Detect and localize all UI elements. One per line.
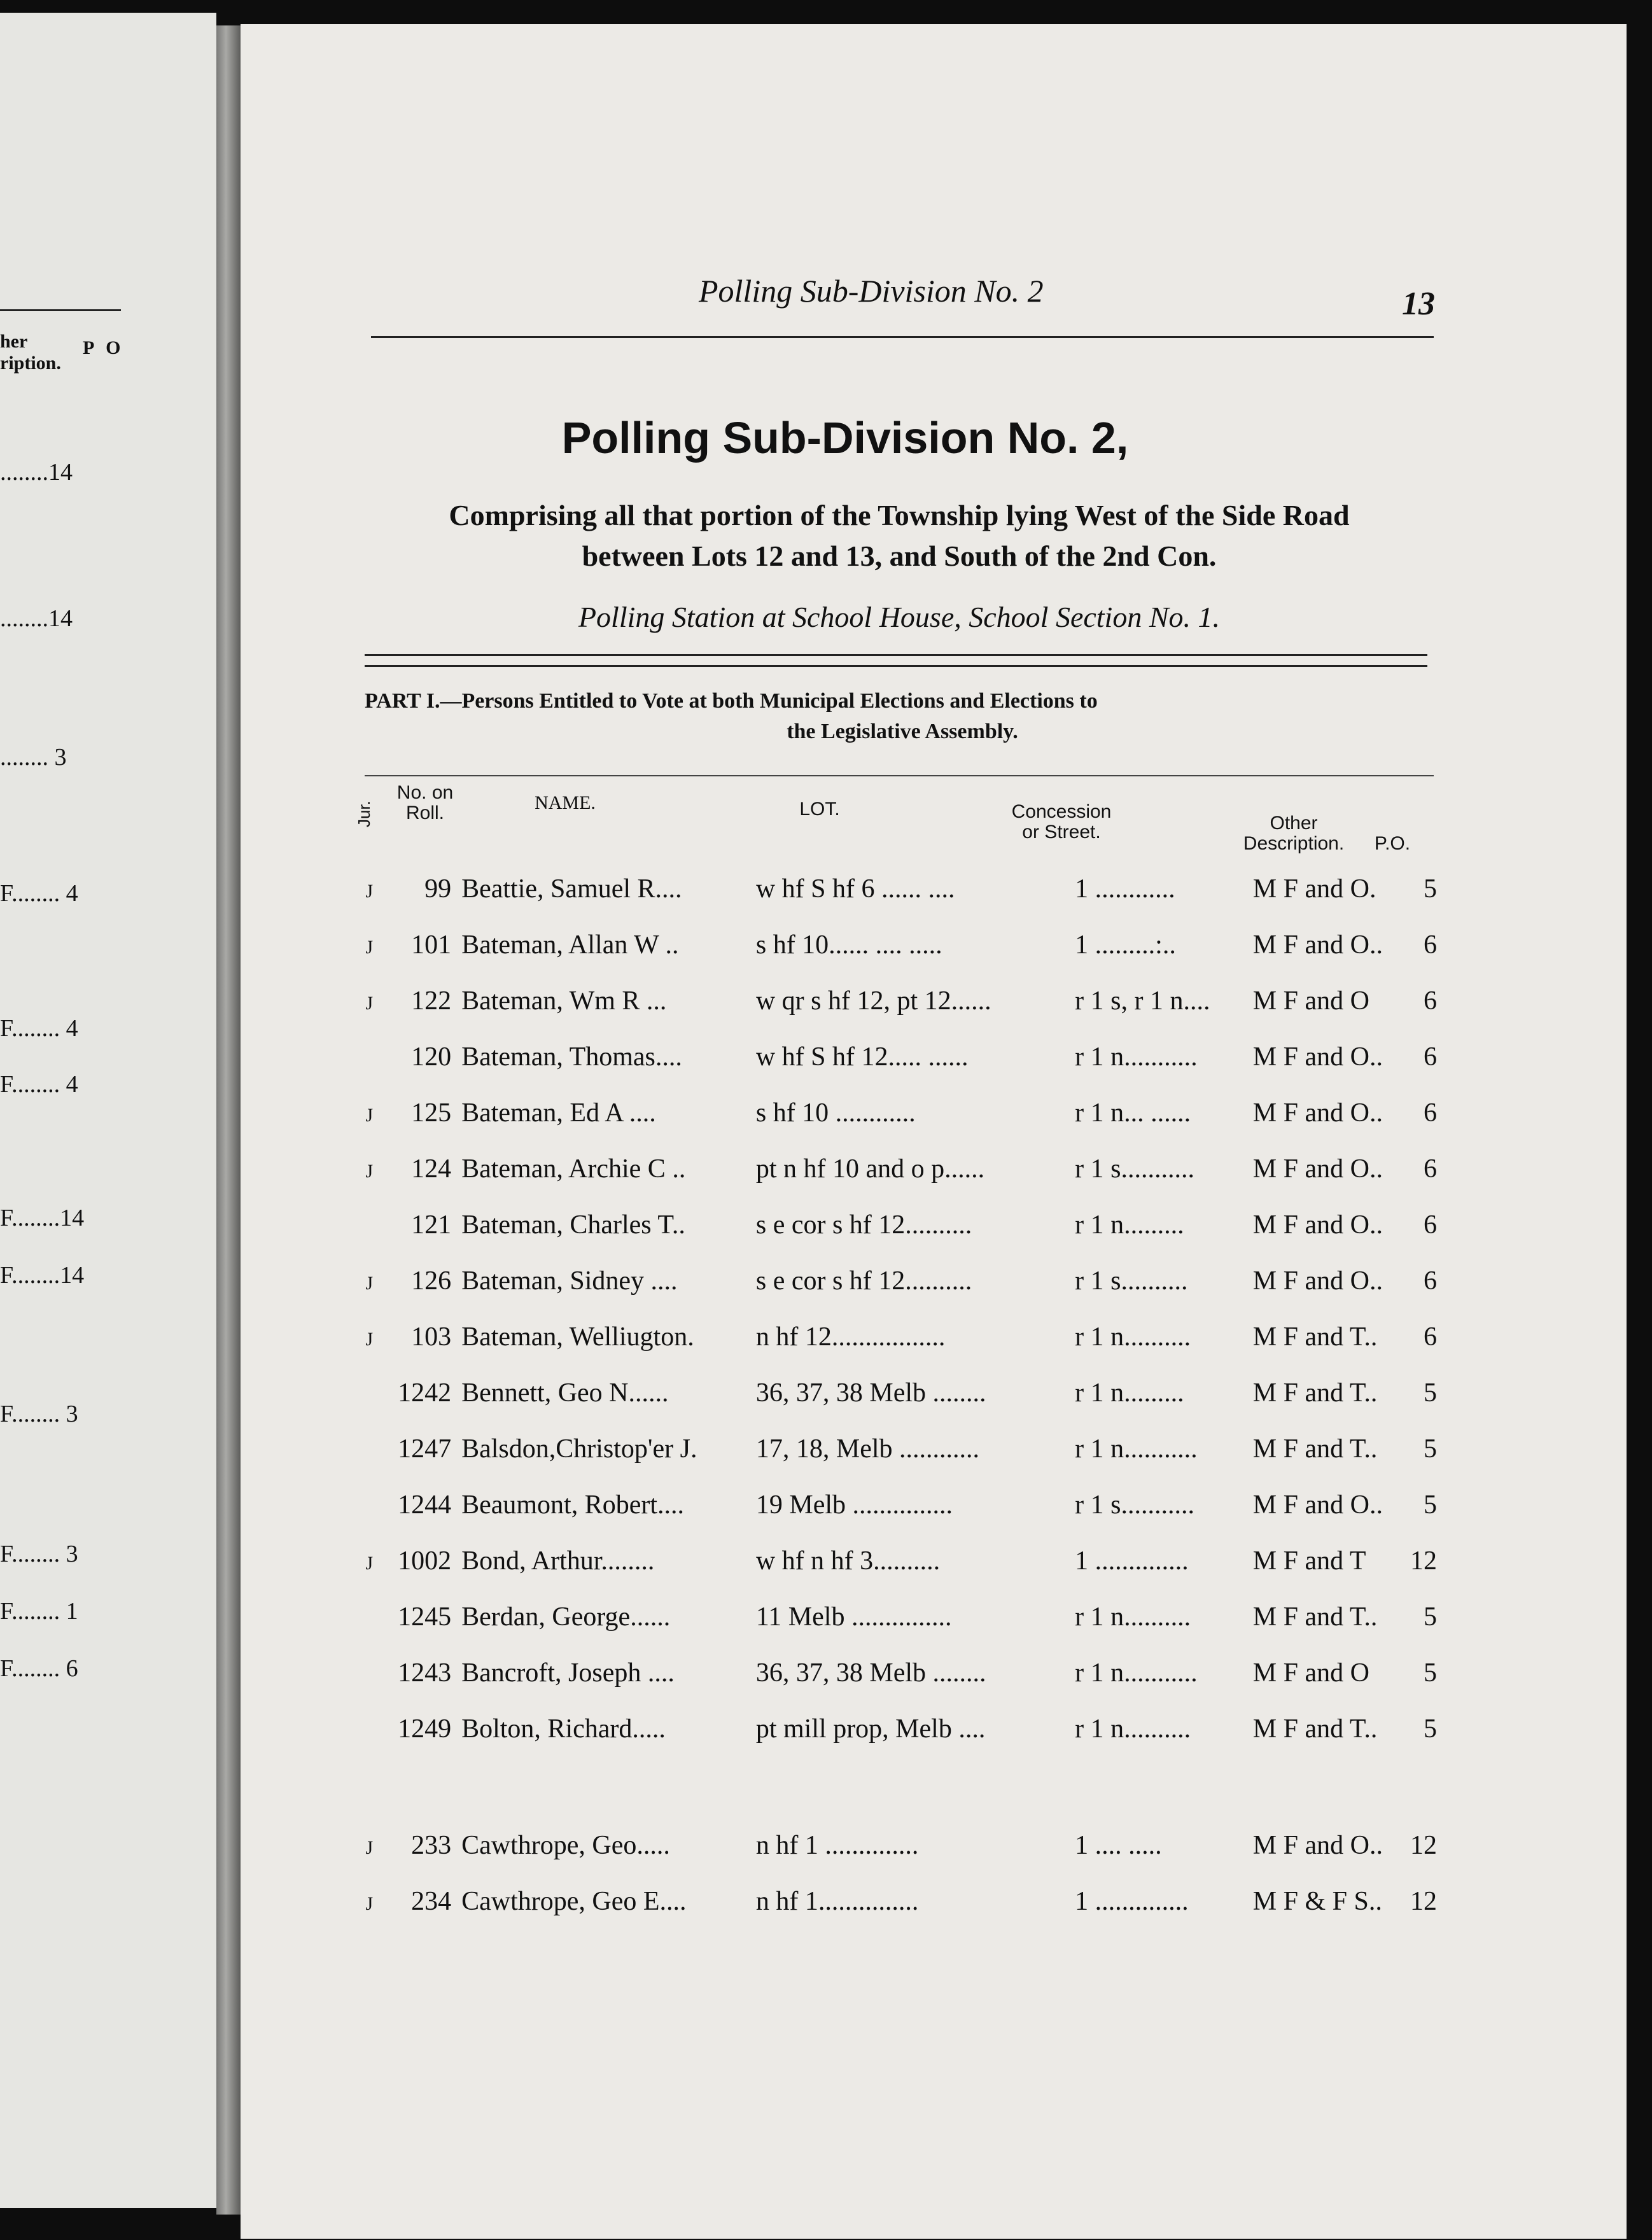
table-row xyxy=(342,1434,1437,1490)
cell-con: r 1 s........... xyxy=(1075,1154,1195,1184)
cell-roll: 1249 xyxy=(398,1714,452,1744)
cell-name: Beaumont, Robert.... xyxy=(461,1490,685,1520)
cell-roll: 126 xyxy=(411,1266,452,1296)
cell-po: 6 xyxy=(1424,1322,1437,1352)
cell-jur: J xyxy=(365,1161,374,1182)
left-entry: F........ 4 xyxy=(0,1071,78,1098)
cell-name: Bateman, Archie C .. xyxy=(461,1154,686,1184)
cell-jur: J xyxy=(365,881,374,902)
cell-po: 5 xyxy=(1424,1714,1437,1744)
cell-name: Bennett, Geo N...... xyxy=(461,1378,669,1408)
cell-po: 5 xyxy=(1424,1434,1437,1464)
cell-name: Bond, Arthur........ xyxy=(461,1546,655,1576)
cell-desc: M F and O.. xyxy=(1252,1042,1383,1072)
cell-name: Bancroft, Joseph .... xyxy=(461,1658,675,1688)
left-entry: F........14 xyxy=(0,1205,85,1231)
cell-po: 6 xyxy=(1424,1042,1437,1072)
cell-desc: M F and O.. xyxy=(1252,930,1383,960)
cell-name: Bolton, Richard..... xyxy=(461,1714,666,1744)
book-gutter xyxy=(216,25,241,2215)
left-header-line: her xyxy=(0,331,28,352)
cell-con: 1 .........:.. xyxy=(1075,930,1176,960)
cell-jur: J xyxy=(365,937,374,958)
left-entry: ........ 3 xyxy=(0,744,67,771)
cell-lot: s hf 10 ............ xyxy=(755,1098,916,1128)
right-page xyxy=(241,24,1627,2239)
cell-con: 1 .............. xyxy=(1075,1887,1189,1916)
double-rule xyxy=(365,654,1427,667)
col-header-po: P.O. xyxy=(1374,833,1411,854)
cell-desc: M F and T.. xyxy=(1252,1714,1378,1744)
cell-roll: 121 xyxy=(411,1210,452,1240)
cell-con: r 1 n.......... xyxy=(1075,1714,1191,1744)
col-header-description-line: Other xyxy=(1270,813,1318,834)
table-row xyxy=(342,874,1437,930)
cell-po: 5 xyxy=(1424,1378,1437,1408)
cell-desc: M F and T.. xyxy=(1252,1434,1378,1464)
cell-jur: J xyxy=(365,1553,374,1574)
cell-desc: M F and O.. xyxy=(1252,1831,1383,1860)
col-header-lot: LOT. xyxy=(799,799,840,820)
cell-roll: 124 xyxy=(411,1154,452,1184)
cell-roll: 101 xyxy=(411,930,452,960)
column-header-rule xyxy=(365,775,1434,776)
col-header-concession xyxy=(998,802,1125,843)
table-row xyxy=(342,1830,1437,1886)
left-entry: F........ 1 xyxy=(0,1598,78,1625)
cell-name: Bateman, Sidney .... xyxy=(461,1266,678,1296)
table-row xyxy=(342,1490,1437,1546)
cell-lot: 36, 37, 38 Melb ........ xyxy=(755,1378,986,1408)
left-header-line: ription. xyxy=(0,353,61,374)
table-row xyxy=(342,1154,1437,1210)
cell-name: Bateman, Charles T.. xyxy=(461,1210,685,1240)
cell-desc: M F and O.. xyxy=(1252,1490,1383,1520)
cell-roll: 1247 xyxy=(398,1434,452,1464)
cell-con: r 1 s.......... xyxy=(1075,1266,1188,1296)
cell-name: Cawthrope, Geo..... xyxy=(461,1831,670,1860)
polling-station: Polling Station at School House, School Section No. 1. xyxy=(578,601,1221,633)
cell-po: 5 xyxy=(1424,874,1437,904)
left-header-po: P O xyxy=(83,337,125,358)
cell-roll: 1002 xyxy=(398,1546,452,1576)
cell-desc: M F & F S.. xyxy=(1252,1887,1382,1916)
cell-lot: w hf S hf 12..... ...... xyxy=(755,1042,969,1072)
cell-name: Bateman, Wm R ... xyxy=(461,986,667,1016)
cell-con: r 1 n... ...... xyxy=(1075,1098,1191,1128)
cell-name: Beattie, Samuel R.... xyxy=(461,874,682,904)
col-header-concession-line: Concession xyxy=(1011,801,1112,822)
cell-roll: 120 xyxy=(411,1042,452,1072)
cell-con: 1 ............ xyxy=(1075,874,1175,904)
cell-po: 6 xyxy=(1424,1210,1437,1240)
col-header-roll-line: Roll. xyxy=(405,802,444,823)
cell-lot: 11 Melb ............... xyxy=(755,1602,952,1632)
cell-po: 6 xyxy=(1424,1154,1437,1184)
cell-name: Balsdon,Christop'er J. xyxy=(461,1434,697,1464)
cell-po: 12 xyxy=(1410,1887,1437,1916)
cell-jur: J xyxy=(365,1105,374,1126)
table-row xyxy=(342,1266,1437,1322)
left-entry: F........ 4 xyxy=(0,880,78,907)
cell-con: r 1 n.......... xyxy=(1075,1322,1191,1352)
cell-po: 12 xyxy=(1410,1831,1437,1860)
cell-desc: M F and O.. xyxy=(1252,1154,1383,1184)
left-entry: ........14 xyxy=(0,605,73,632)
cell-po: 12 xyxy=(1410,1546,1437,1576)
left-entry: ........14 xyxy=(0,459,73,486)
left-page-header-rule xyxy=(0,309,121,311)
running-title: Polling Sub-Division No. 2 xyxy=(699,273,1044,309)
page-number: 13 xyxy=(1402,286,1435,322)
cell-roll: 234 xyxy=(411,1887,452,1916)
cell-lot: s e cor s hf 12.......... xyxy=(755,1210,972,1240)
voter-table xyxy=(342,874,1437,1942)
cell-con: 1 .............. xyxy=(1075,1546,1189,1576)
cell-po: 5 xyxy=(1424,1490,1437,1520)
cell-roll: 1242 xyxy=(398,1378,452,1408)
cell-po: 5 xyxy=(1424,1602,1437,1632)
col-header-jur: Jur. xyxy=(354,801,374,827)
col-header-name: NAME. xyxy=(535,792,596,813)
subtitle-line-1: Comprising all that portion of the Township lying West of the Side Road xyxy=(449,499,1350,531)
col-header-roll-line: No. on xyxy=(396,782,454,803)
table-row xyxy=(342,1210,1437,1266)
left-facing-page xyxy=(0,13,216,2208)
cell-jur: J xyxy=(365,1893,374,1914)
cell-roll: 1245 xyxy=(398,1602,452,1632)
cell-lot: 17, 18, Melb ............ xyxy=(755,1434,979,1464)
cell-desc: M F and T.. xyxy=(1252,1602,1378,1632)
col-header-concession-line: or Street. xyxy=(1022,822,1101,843)
cell-con: r 1 n........... xyxy=(1075,1658,1198,1688)
cell-po: 6 xyxy=(1424,1266,1437,1296)
cell-con: 1 .... ..... xyxy=(1075,1831,1162,1860)
cell-name: Bateman, Thomas.... xyxy=(461,1042,682,1072)
cell-desc: M F and T.. xyxy=(1252,1378,1378,1408)
left-entry: F........ 6 xyxy=(0,1655,78,1682)
part-heading-line-2: the Legislative Assembly. xyxy=(787,720,1018,743)
cell-roll: 1244 xyxy=(398,1490,452,1520)
cell-jur: J xyxy=(365,1273,374,1294)
table-row xyxy=(342,1042,1437,1098)
cell-lot: pt mill prop, Melb .... xyxy=(755,1714,986,1744)
table-row xyxy=(342,1322,1437,1378)
cell-lot: w hf n hf 3.......... xyxy=(755,1546,941,1576)
cell-name: Bateman, Ed A .... xyxy=(461,1098,656,1128)
cell-jur: J xyxy=(365,1837,374,1858)
cell-con: r 1 n.......... xyxy=(1075,1602,1191,1632)
cell-name: Cawthrope, Geo E.... xyxy=(461,1887,687,1916)
cell-name: Bateman, Welliugton. xyxy=(461,1322,694,1352)
table-row xyxy=(342,1098,1437,1154)
table-row xyxy=(342,986,1437,1042)
cell-lot: w qr s hf 12, pt 12...... xyxy=(755,986,991,1016)
cell-name: Berdan, George...... xyxy=(461,1602,671,1632)
subtitle-line-2: between Lots 12 and 13, and South of the 2nd Con. xyxy=(582,540,1217,572)
cell-jur: J xyxy=(365,1329,374,1350)
cell-desc: M F and T.. xyxy=(1252,1322,1378,1352)
cell-con: r 1 n......... xyxy=(1075,1378,1184,1408)
cell-lot: s hf 10...... .... ..... xyxy=(755,930,942,960)
cell-roll: 99 xyxy=(424,874,452,904)
cell-lot: s e cor s hf 12.......... xyxy=(755,1266,972,1296)
cell-lot: w hf S hf 6 ...... .... xyxy=(755,874,955,904)
cell-lot: n hf 1 .............. xyxy=(755,1831,919,1860)
cell-roll: 125 xyxy=(411,1098,452,1128)
table-row xyxy=(342,1886,1437,1942)
cell-con: r 1 s, r 1 n.... xyxy=(1075,986,1210,1016)
cell-name: Bateman, Allan W .. xyxy=(461,930,679,960)
cell-lot: pt n hf 10 and o p...... xyxy=(755,1154,985,1184)
cell-desc: M F and O xyxy=(1252,1658,1369,1688)
cell-desc: M F and O xyxy=(1252,986,1369,1016)
cell-lot: 36, 37, 38 Melb ........ xyxy=(755,1658,986,1688)
cell-desc: M F and O.. xyxy=(1252,1098,1383,1128)
part-heading xyxy=(365,686,1440,747)
cell-po: 6 xyxy=(1424,986,1437,1016)
cell-jur: J xyxy=(365,993,374,1014)
col-header-description xyxy=(1230,813,1357,854)
cell-desc: M F and O.. xyxy=(1252,1210,1383,1240)
table-row xyxy=(342,1658,1437,1714)
cell-con: r 1 s........... xyxy=(1075,1490,1195,1520)
header-rule xyxy=(371,336,1434,338)
left-entry: F........ 3 xyxy=(0,1401,78,1427)
cell-desc: M F and O.. xyxy=(1252,1266,1383,1296)
page-title: Polling Sub-Division No. 2, xyxy=(561,413,1129,463)
table-row xyxy=(342,1546,1437,1602)
cell-po: 6 xyxy=(1424,930,1437,960)
cell-roll: 103 xyxy=(411,1322,452,1352)
table-row xyxy=(342,1602,1437,1658)
part-heading-line-1: PART I.—Persons Entitled to Vote at both Municipal Elections and Elections to xyxy=(365,689,1098,713)
col-header-description-line: Description. xyxy=(1243,833,1345,854)
cell-roll: 122 xyxy=(411,986,452,1016)
cell-desc: M F and O. xyxy=(1252,874,1376,904)
cell-lot: n hf 1............... xyxy=(755,1887,919,1916)
left-entry: F........ 4 xyxy=(0,1015,78,1042)
left-page-header xyxy=(0,331,61,374)
cell-con: r 1 n......... xyxy=(1075,1210,1184,1240)
cell-po: 5 xyxy=(1424,1658,1437,1688)
cell-con: r 1 n........... xyxy=(1075,1434,1198,1464)
cell-lot: 19 Melb ............... xyxy=(755,1490,953,1520)
subtitle xyxy=(365,495,1434,577)
cell-con: r 1 n........... xyxy=(1075,1042,1198,1072)
table-row xyxy=(342,1378,1437,1434)
table-row xyxy=(342,930,1437,986)
cell-lot: n hf 12................. xyxy=(755,1322,946,1352)
left-entry: F........14 xyxy=(0,1262,85,1289)
table-row xyxy=(342,1714,1437,1770)
cell-po: 6 xyxy=(1424,1098,1437,1128)
col-header-roll xyxy=(384,783,466,823)
cell-desc: M F and T xyxy=(1252,1546,1366,1576)
left-entry: F........ 3 xyxy=(0,1541,78,1567)
cell-roll: 1243 xyxy=(398,1658,452,1688)
cell-roll: 233 xyxy=(411,1831,452,1860)
